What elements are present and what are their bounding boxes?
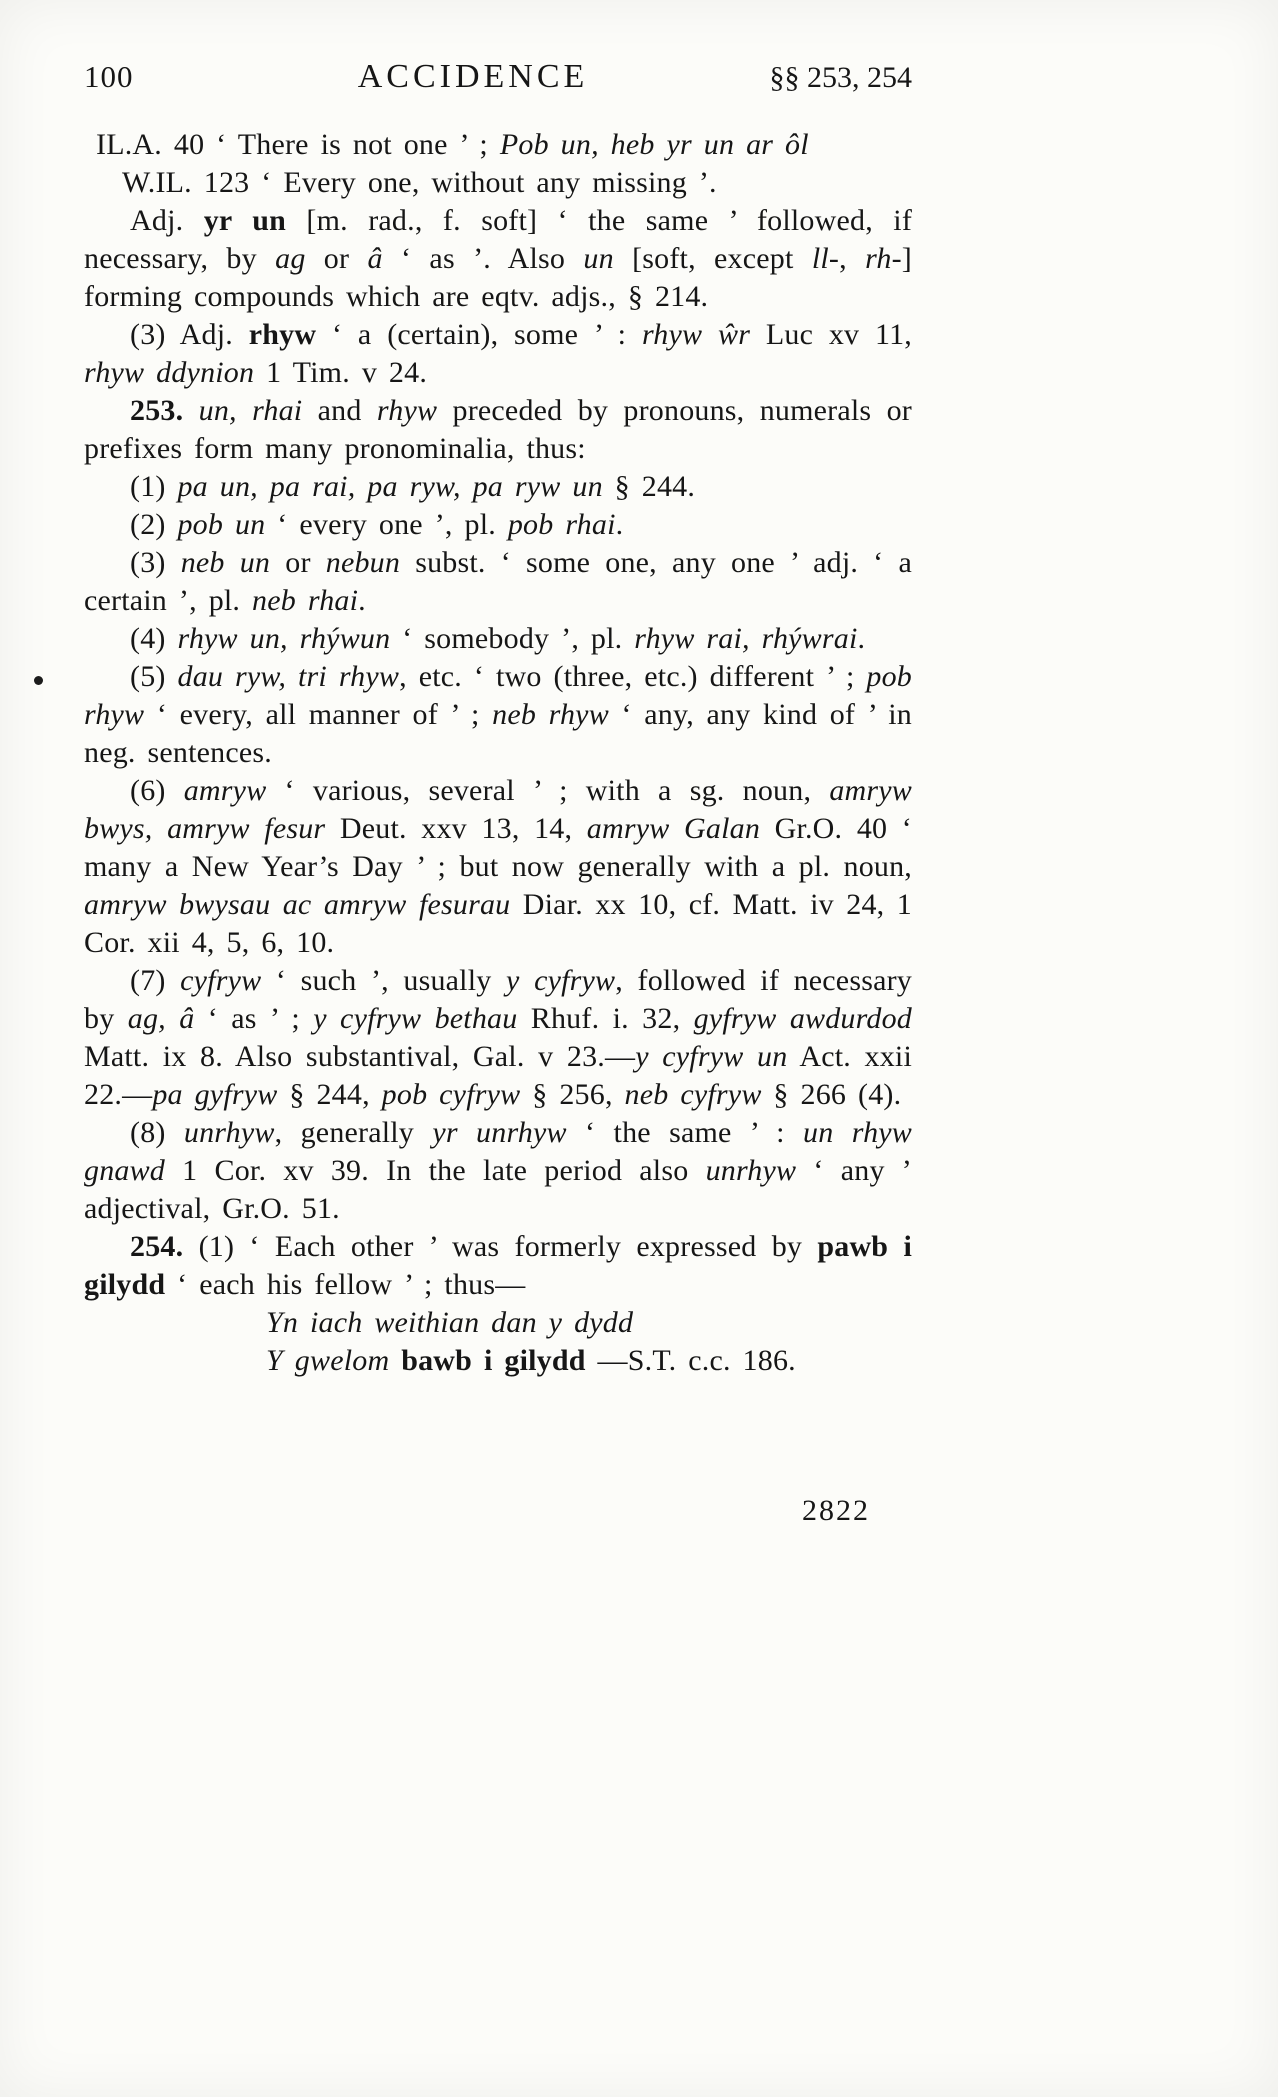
document-body <box>84 126 912 1380</box>
item-1 <box>84 468 912 506</box>
text-segment: un, rhai <box>198 394 303 427</box>
text-segment: (6) <box>130 774 184 807</box>
item-5 <box>84 658 912 772</box>
quote-continuation <box>84 126 912 202</box>
text-segment: , etc. ‘ two (three, etc.) different ’ ; <box>399 660 867 693</box>
text-segment: amryw bwysau ac amryw fesurau <box>84 888 511 921</box>
text-segment: ‘ a (certain), some ’ : <box>316 318 642 351</box>
text-segment: amryw <box>183 774 267 807</box>
text-segment: yr un <box>203 204 287 237</box>
text-segment: un <box>583 242 614 275</box>
text-segment: or <box>305 242 368 275</box>
text-segment: [soft, except <box>613 242 812 275</box>
text-segment: rhyw un, rhýwun <box>177 622 391 655</box>
text-segment: dau ryw, tri rhyw <box>177 660 400 693</box>
text-segment: § 244, <box>277 1078 382 1111</box>
text-segment: ‘ various, several ’ ; with a sg. noun, <box>266 774 830 807</box>
text-segment: pawb i gilydd <box>84 1230 912 1301</box>
text-segment: amryw bwys, amryw fesur <box>84 774 912 845</box>
item-2 <box>84 506 912 544</box>
text-segment: neb rhyw <box>492 698 609 731</box>
text-segment: 1 Tim. v 24. <box>254 356 428 389</box>
text-segment: subst. ‘ some one, any one ’ adj. ‘ a certain ’, pl. <box>84 546 912 617</box>
text-segment: rhyw <box>376 394 438 427</box>
text-segment: Diar. xx 10, cf. Matt. iv 24, 1 Cor. xii 4, 5, 6, 10. <box>84 888 913 959</box>
running-title: ACCIDENCE <box>357 58 589 95</box>
text-segment: 1 Cor. xv 39. In the late period also <box>165 1154 706 1187</box>
verse-quotation <box>266 1304 912 1380</box>
text-segment: pob cyfryw <box>381 1078 521 1111</box>
text-block <box>84 58 912 1380</box>
item-4 <box>84 620 912 658</box>
text-segment: ‘ as ’. Also <box>382 242 584 275</box>
paragraph-254 <box>84 1228 912 1304</box>
text-segment: ‘ any ’ adjectival, Gr.O. 51. <box>84 1154 912 1225</box>
text-segment: W.IL. 123 ‘ Every one, without any missing ’. <box>122 166 717 199</box>
text-segment: yr unrhyw <box>432 1116 567 1149</box>
text-segment: rhyw <box>248 318 317 351</box>
text-segment: pa gyfryw <box>152 1078 278 1111</box>
text-segment: nebun <box>325 546 401 579</box>
text-segment: (3) <box>130 546 181 579</box>
text-segment: Deut. xxv 13, 14, <box>325 812 587 845</box>
text-segment: Adj. <box>130 204 204 237</box>
item-8 <box>84 1114 912 1228</box>
text-segment: Yn iach weithian dan y dydd <box>266 1306 634 1339</box>
text-segment: unrhyw <box>705 1154 797 1187</box>
item-7 <box>84 962 912 1114</box>
text-segment: unrhyw <box>183 1116 275 1149</box>
text-segment: ‘ every, all manner of ’ ; <box>144 698 493 731</box>
text-segment: (1) ‘ Each other ’ was formerly expressed by <box>198 1230 818 1263</box>
text-segment: neb un <box>180 546 271 579</box>
text-segment: Luc xv 11, <box>750 318 912 351</box>
text-segment: ‘ as ’ ; <box>194 1002 314 1035</box>
text-segment: (5) <box>130 660 178 693</box>
text-segment: , generally <box>274 1116 433 1149</box>
text-segment: neb cyfryw <box>624 1078 762 1111</box>
text-segment: [m. rad., f. soft] ‘ the same ’ followed, if necessary, by <box>84 204 913 275</box>
page-header <box>84 58 912 96</box>
ink-spot <box>34 676 43 685</box>
text-segment: rh- <box>865 242 902 275</box>
item-3 <box>84 544 912 620</box>
text-segment: ag, â <box>127 1002 195 1035</box>
text-segment: ‘ any, any kind of ’ in neg. sentences. <box>84 698 912 769</box>
text-segment: neb rhai <box>252 584 359 617</box>
text-segment: pa un, pa rai, pa ryw, pa ryw un <box>177 470 603 503</box>
text-segment: IL.A. 40 ‘ There is not one ’ ; <box>96 128 500 161</box>
text-segment: (7) <box>130 964 181 997</box>
text-segment: (4) <box>130 622 178 655</box>
text-line <box>84 164 912 202</box>
text-segment: bawb i gilydd <box>401 1344 586 1377</box>
text-segment: Matt. ix 8. Also substantival, Gal. v 23.— <box>84 1040 636 1073</box>
text-segment: . <box>615 508 624 541</box>
paragraph-rhyw <box>84 316 912 392</box>
text-line <box>84 126 912 164</box>
text-segment: y cyfryw un <box>635 1040 788 1073</box>
text-segment: Rhuf. i. 32, <box>517 1002 694 1035</box>
section-reference: §§ 253, 254 <box>769 61 912 94</box>
text-segment: (2) <box>130 508 178 541</box>
text-segment: —S.T. c.c. 186. <box>585 1344 796 1377</box>
text-segment: rhyw rai, rhýwrai <box>634 622 858 655</box>
text-segment: , <box>839 242 866 275</box>
text-segment: preceded by pronouns, numerals or prefixes form many pronominalia, thus: <box>84 394 912 465</box>
text-segment: ‘ the same ’ : <box>566 1116 804 1149</box>
text-segment: un rhyw gnawd <box>84 1116 912 1187</box>
text-segment: ‘ such ’, usually <box>261 964 507 997</box>
text-segment: rhyw ŵr <box>641 318 751 351</box>
text-segment: Pob un, heb yr un ar ôl <box>499 128 809 161</box>
text-segment: amryw Galan <box>586 812 761 845</box>
text-segment: ag <box>275 242 306 275</box>
text-segment: ] forming compounds which are eqtv. adjs., § 214. <box>84 242 912 313</box>
text-segment: § 266 (4). <box>761 1078 902 1111</box>
text-segment: 254. <box>130 1230 199 1263</box>
text-segment: , followed if necessary by <box>84 964 912 1035</box>
text-segment: Gr.O. 40 ‘ many a New Year’s Day ’ ; but now generally with a pl. noun, <box>84 812 912 883</box>
text-line <box>266 1342 912 1380</box>
text-segment: 253. <box>130 394 199 427</box>
text-segment: cyfryw <box>180 964 262 997</box>
text-segment: ‘ each his fellow ’ ; thus— <box>165 1268 526 1301</box>
text-segment: and <box>302 394 377 427</box>
item-6 <box>84 772 912 962</box>
text-segment: ‘ every one ’, pl. <box>265 508 508 541</box>
text-segment: pob rhai <box>507 508 616 541</box>
text-segment: rhyw ddynion <box>84 356 255 389</box>
page-number: 100 <box>84 59 134 94</box>
text-segment: gyfryw awdurdod <box>693 1002 912 1035</box>
print-code: 2822 <box>802 1494 870 1527</box>
text-line <box>266 1304 912 1342</box>
paragraph-yr-un <box>84 202 912 316</box>
text-segment: or <box>270 546 326 579</box>
text-segment: (3) Adj. <box>130 318 249 351</box>
text-segment: (1) <box>130 470 178 503</box>
text-segment: . <box>857 622 866 655</box>
text-segment: y cyfryw <box>506 964 616 997</box>
text-segment: y cyfryw bethau <box>313 1002 518 1035</box>
paragraph-253 <box>84 392 912 468</box>
text-segment: ‘ somebody ’, pl. <box>390 622 635 655</box>
text-segment: § 244. <box>602 470 696 503</box>
text-segment: (8) <box>130 1116 184 1149</box>
text-segment: § 256, <box>520 1078 625 1111</box>
text-segment: pob rhyw <box>84 660 913 731</box>
text-segment: â <box>367 242 383 275</box>
text-segment: Act. xxii 22.— <box>84 1040 913 1111</box>
text-segment: . <box>358 584 366 617</box>
text-segment: ll- <box>811 242 840 275</box>
text-segment: pob un <box>177 508 266 541</box>
text-segment: Y gwelom <box>266 1344 402 1377</box>
